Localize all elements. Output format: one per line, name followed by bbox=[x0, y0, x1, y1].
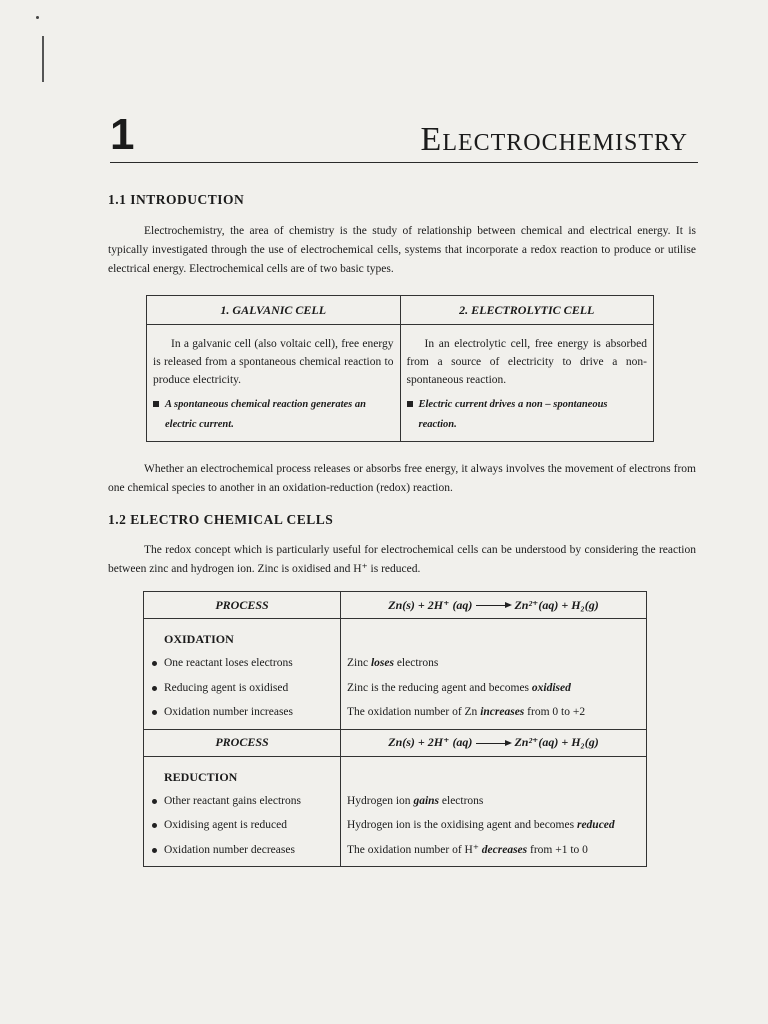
electrolytic-bullet: Electric current drives a non – spontaneous reaction. bbox=[407, 395, 648, 435]
process-header: PROCESS bbox=[144, 729, 341, 756]
galvanic-description-text: In a galvanic cell (also voltaic cell), free energy is released from a spontaneous chemical reaction to produce electricity. bbox=[153, 338, 394, 386]
galvanic-bullet: A spontaneous chemical reaction generates an electric current. bbox=[153, 395, 394, 435]
section-heading-introduction: 1.1 INTRODUCTION bbox=[108, 192, 245, 207]
equation-left: Zn(s) + 2H⁺ (aq) bbox=[388, 735, 473, 749]
list-item: Oxidation number increases bbox=[150, 700, 340, 725]
list-item: Oxidising agent is reduced bbox=[150, 813, 340, 838]
section-heading-electrochemical-cells: 1.2 ELECTRO CHEMICAL CELLS bbox=[108, 512, 334, 527]
margin-mark bbox=[42, 36, 44, 82]
oxidation-title: OXIDATION bbox=[164, 632, 234, 646]
reaction-arrow-icon bbox=[476, 743, 510, 744]
galvanic-description bbox=[153, 335, 394, 389]
cells-paragraph-text: The redox concept which is particularly useful for electrochemical cells can be understood by considering the reaction between zinc and hydrogen ion. Zinc is oxidised and H⁺ is reduced. bbox=[108, 544, 696, 575]
reduction-descriptions bbox=[341, 756, 647, 867]
reduction-title: REDUCTION bbox=[164, 769, 238, 784]
margin-dot bbox=[36, 16, 39, 19]
list-item: Oxidation number decreases bbox=[150, 838, 340, 863]
chapter-header bbox=[110, 112, 698, 163]
list-item: Zinc loses electrons bbox=[347, 657, 439, 669]
intro-paragraph-text: Electrochemistry, the area of chemistry is the study of relationship between chemical and electrical energy. It is typically investigated through the use of electrochemical cells, systems that incorporate a redox reaction to produce or utilise electrical energy. Electrochemical cells are of two basic types. bbox=[108, 225, 696, 275]
process-header: PROCESS bbox=[144, 592, 341, 619]
list-item: Other reactant gains electrons bbox=[150, 789, 340, 814]
galvanic-cell-body bbox=[147, 325, 401, 442]
oxidation-descriptions bbox=[341, 619, 647, 730]
electrolytic-description bbox=[407, 335, 648, 389]
chapter-number: 1 bbox=[110, 110, 135, 159]
list-item: One reactant loses electrons bbox=[150, 651, 340, 676]
reaction-equation bbox=[341, 592, 647, 619]
redox-paragraph bbox=[108, 460, 696, 498]
reaction-equation bbox=[341, 729, 647, 756]
redox-paragraph-text: Whether an electrochemical process releases or absorbs free energy, it always involves the movement of electrons from one chemical species to another in an oxidation-reduction (redox) reaction. bbox=[108, 463, 696, 494]
reaction-arrow-icon bbox=[476, 605, 510, 606]
equation-right: Zn²⁺(aq) + H₂(g) bbox=[514, 597, 599, 612]
list-item: Hydrogen ion gains electrons bbox=[347, 794, 484, 807]
chapter-title: Electrochemistry bbox=[420, 121, 688, 158]
process-table bbox=[143, 591, 647, 867]
intro-paragraph bbox=[108, 222, 696, 279]
list-item: The oxidation number of H⁺ decreases from +1 to 0 bbox=[347, 843, 588, 856]
electrolytic-cell-body bbox=[400, 325, 654, 442]
galvanic-cell-header: 1. GALVANIC CELL bbox=[147, 296, 401, 325]
reduction-points bbox=[144, 756, 341, 867]
cell-types-table bbox=[146, 295, 654, 442]
electrolytic-cell-header: 2. ELECTROLYTIC CELL bbox=[400, 296, 654, 325]
equation-left: Zn(s) + 2H⁺ (aq) bbox=[388, 597, 473, 612]
list-item: Reducing agent is oxidised bbox=[150, 676, 340, 701]
list-item: Zinc is the reducing agent and becomes oxidised bbox=[347, 681, 571, 694]
list-item: Hydrogen ion is the oxidising agent and becomes reduced bbox=[347, 819, 615, 831]
oxidation-points bbox=[144, 619, 341, 730]
equation-right: Zn²⁺(aq) + H₂(g) bbox=[514, 735, 599, 749]
electrolytic-description-text: In an electrolytic cell, free energy is absorbed from a source of electricity to drive a non-spontaneous reaction. bbox=[406, 338, 647, 386]
cells-paragraph bbox=[108, 541, 696, 579]
list-item: The oxidation number of Zn increases from 0 to +2 bbox=[347, 706, 586, 718]
